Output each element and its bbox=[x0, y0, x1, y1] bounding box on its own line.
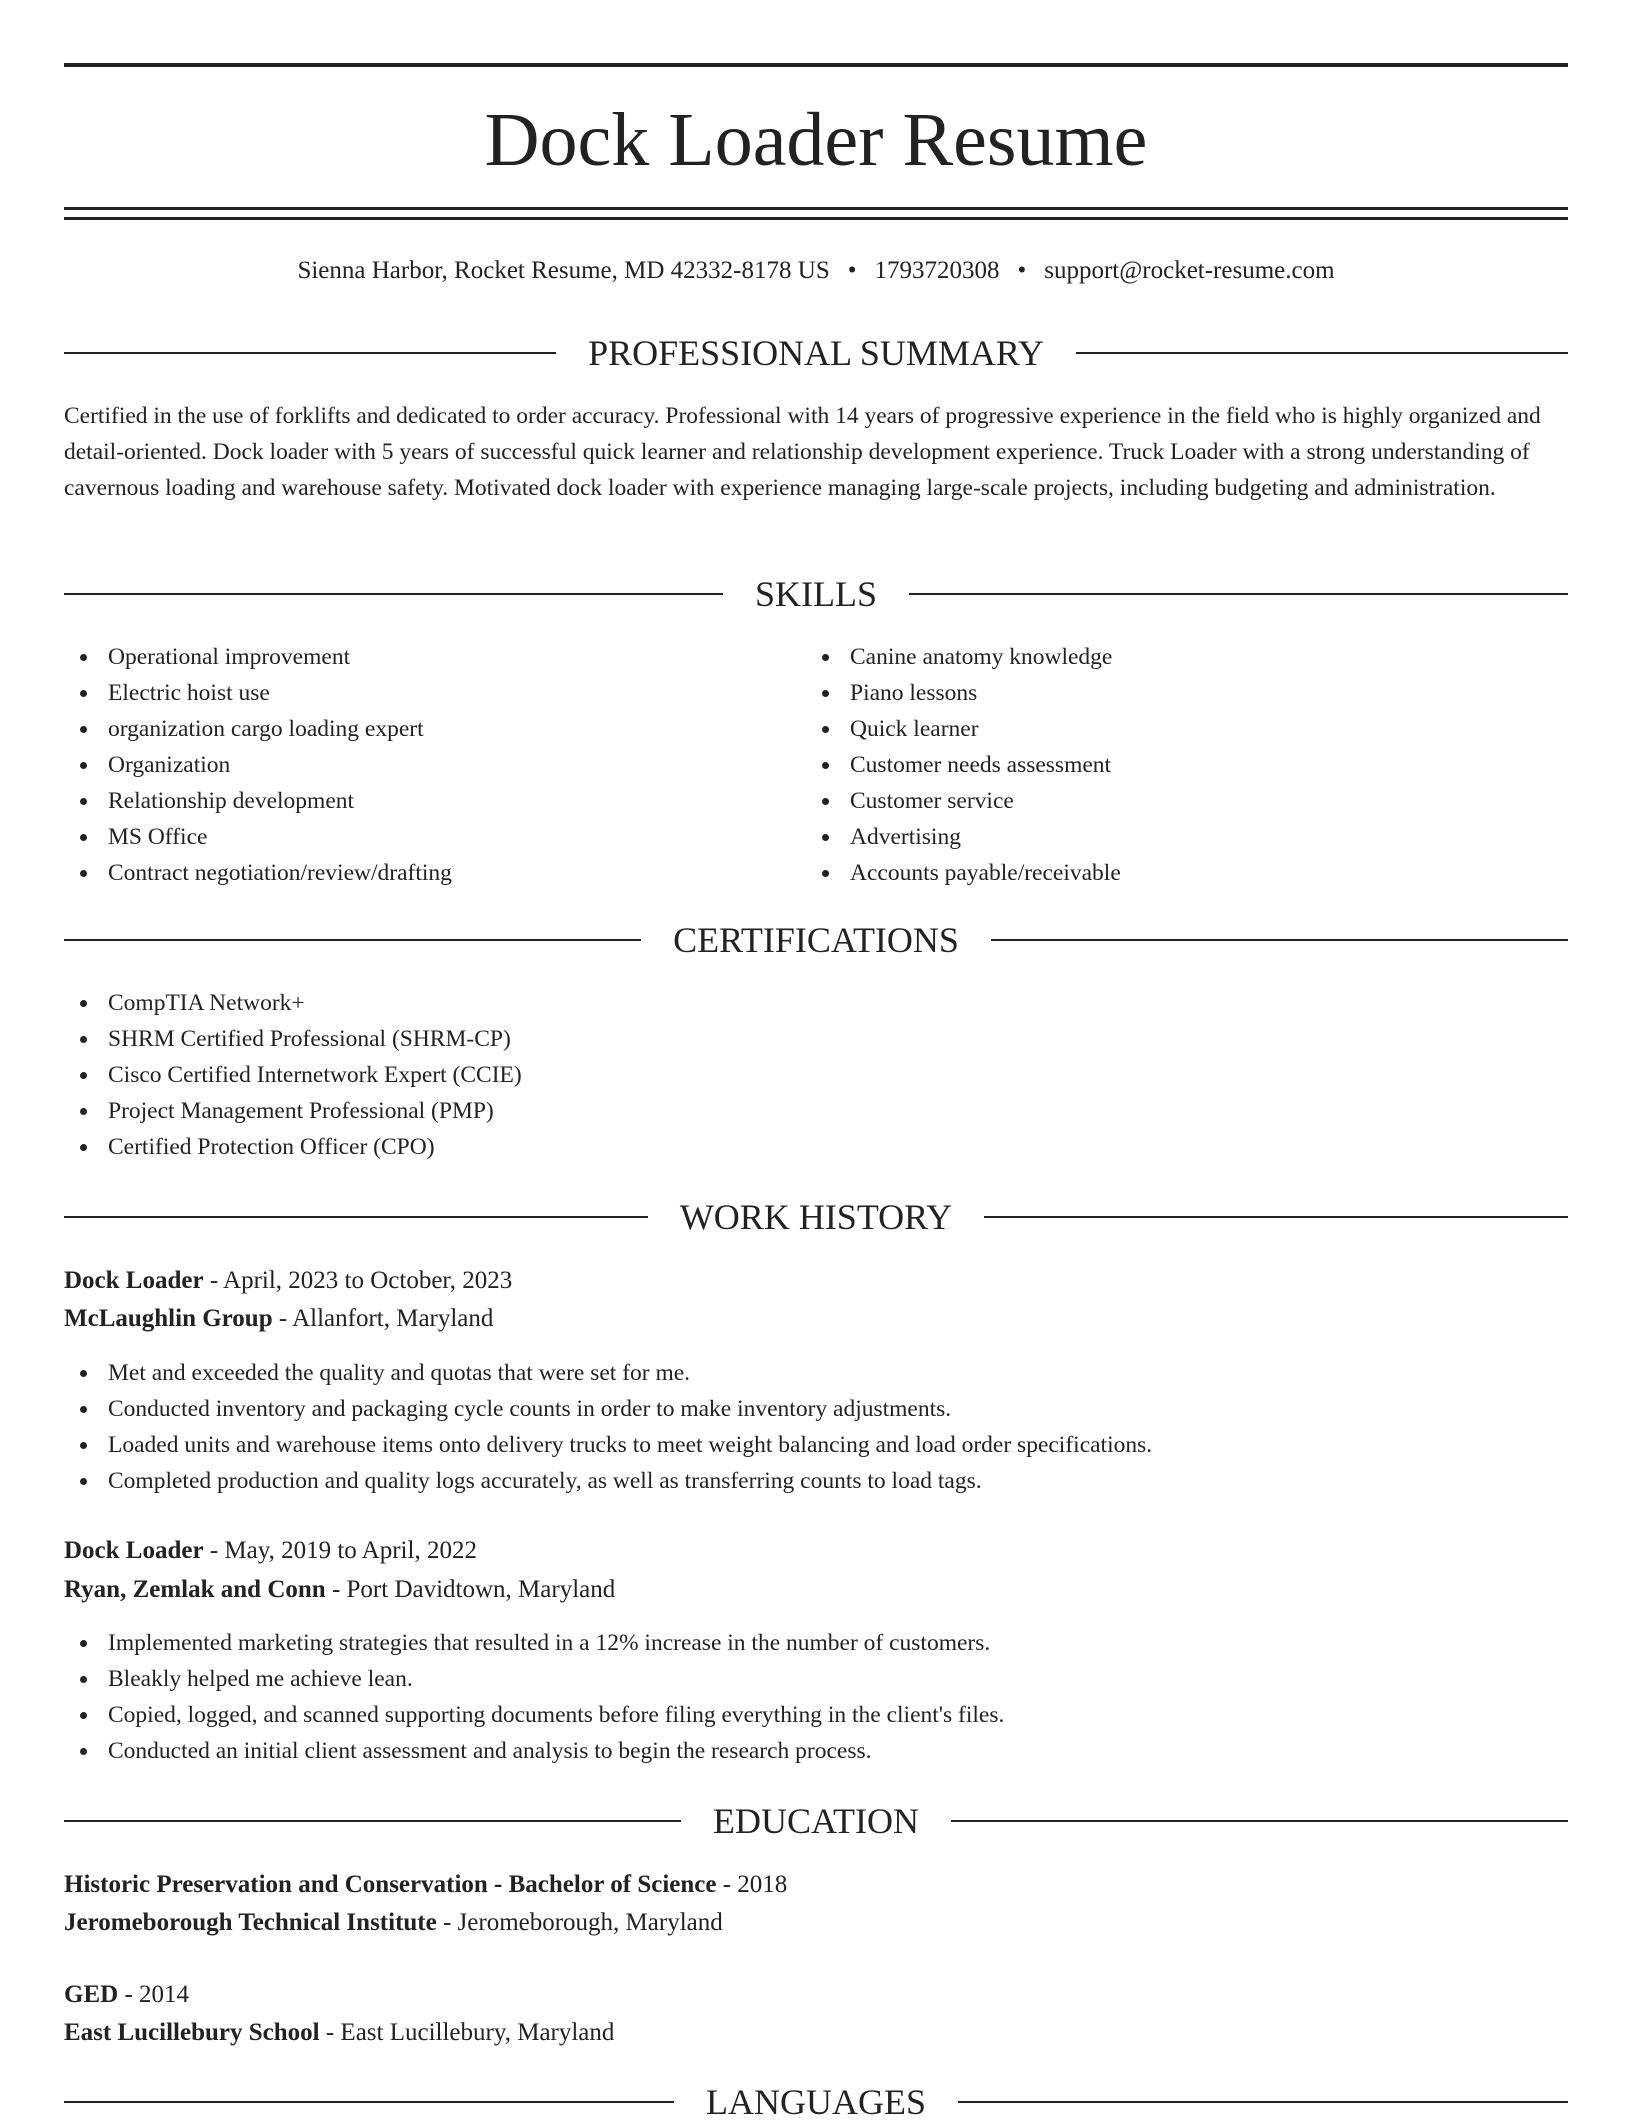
job-company-line bbox=[64, 1300, 1568, 1338]
education-degree-line bbox=[64, 1976, 1568, 2014]
job-title-line bbox=[64, 1532, 1568, 1570]
education-school-line bbox=[64, 2014, 1568, 2052]
resume-title: Dock Loader Resume bbox=[484, 98, 1148, 182]
education-school: Jeromeborough Technical Institute bbox=[64, 1909, 437, 1936]
job-duty-item: Copied, logged, and scanned supporting documents before filing everything in the client's files. bbox=[64, 1697, 1568, 1733]
section-heading-skills bbox=[64, 572, 1568, 616]
certification-item: Certified Protection Officer (CPO) bbox=[64, 1129, 1568, 1165]
job-location: - Allanfort, Maryland bbox=[272, 1305, 494, 1332]
job-dates: - April, 2023 to October, 2023 bbox=[203, 1267, 513, 1294]
job-title: Dock Loader bbox=[64, 1267, 204, 1294]
certification-item: Project Management Professional (PMP) bbox=[64, 1093, 1568, 1129]
heading-rule bbox=[991, 939, 1568, 941]
section-heading-work-history bbox=[64, 1195, 1568, 1239]
certification-item: Cisco Certified Internetwork Expert (CCIE) bbox=[64, 1057, 1568, 1093]
heading-rule bbox=[951, 1820, 1568, 1822]
certification-item: CompTIA Network+ bbox=[64, 985, 1568, 1021]
education-year: - 2018 bbox=[716, 1871, 788, 1898]
job-duty-item: Completed production and quality logs accurately, as well as transferring counts to load tags. bbox=[64, 1463, 1568, 1499]
title-double-rule bbox=[64, 207, 1568, 220]
contact-separator: • bbox=[1017, 257, 1027, 284]
contact-address: Sienna Harbor, Rocket Resume, MD 42332-8178 US bbox=[297, 257, 830, 284]
job-company-line bbox=[64, 1571, 1568, 1609]
job-duty-item: Conducted an initial client assessment and analysis to begin the research process. bbox=[64, 1733, 1568, 1769]
skill-item: Relationship development bbox=[64, 783, 804, 819]
certifications-list bbox=[64, 985, 1568, 1165]
heading-rule bbox=[909, 593, 1568, 595]
heading-rule bbox=[64, 352, 556, 354]
heading-rule bbox=[64, 1216, 648, 1218]
skill-item: Customer service bbox=[806, 783, 1546, 819]
education-year: - 2014 bbox=[118, 1981, 190, 2008]
skills-list-left bbox=[64, 639, 804, 891]
education-location: - Jeromeborough, Maryland bbox=[436, 1909, 723, 1936]
education-location: - East Lucillebury, Maryland bbox=[319, 2019, 615, 2046]
contact-separator: • bbox=[847, 257, 857, 284]
section-heading-label: PROFESSIONAL SUMMARY bbox=[588, 333, 1044, 373]
top-rule bbox=[64, 63, 1568, 67]
job-location: - Port Davidtown, Maryland bbox=[325, 1576, 616, 1603]
heading-rule bbox=[64, 593, 723, 595]
job-company: Ryan, Zemlak and Conn bbox=[64, 1576, 326, 1603]
section-heading-languages bbox=[64, 2080, 1568, 2124]
section-heading-label: WORK HISTORY bbox=[679, 1197, 953, 1237]
heading-rule bbox=[984, 1216, 1568, 1218]
job-company: McLaughlin Group bbox=[64, 1305, 273, 1332]
education-degree: GED bbox=[64, 1981, 119, 2008]
job-title-line bbox=[64, 1262, 1568, 1300]
skill-item: Operational improvement bbox=[64, 639, 804, 675]
skills-list-right bbox=[806, 639, 1546, 891]
job-duty-item: Conducted inventory and packaging cycle counts in order to make inventory adjustments. bbox=[64, 1391, 1568, 1427]
contact-email: support@rocket-resume.com bbox=[1044, 257, 1335, 284]
skill-item: Organization bbox=[64, 747, 804, 783]
heading-rule bbox=[64, 1820, 681, 1822]
skill-item: Advertising bbox=[806, 819, 1546, 855]
skill-item: Canine anatomy knowledge bbox=[806, 639, 1546, 675]
skill-item: Accounts payable/receivable bbox=[806, 855, 1546, 891]
job-duty-item: Bleakly helped me achieve lean. bbox=[64, 1661, 1568, 1697]
education-school-line bbox=[64, 1904, 1568, 1942]
section-heading-certifications bbox=[64, 918, 1568, 962]
skill-item: Customer needs assessment bbox=[806, 747, 1546, 783]
skill-item: organization cargo loading expert bbox=[64, 711, 804, 747]
section-heading-label: SKILLS bbox=[755, 574, 878, 614]
section-heading-label: LANGUAGES bbox=[706, 2082, 926, 2122]
professional-summary: Certified in the use of forklifts and dedicated to order accuracy. Professional with 14 years of progressive experience in the field who is highly organized and detail-oriented. Dock loader with 5 years of successful quick learner and relationship development experience. Truck Loader with a strong understanding of cavernous loading and warehouse safety. Motivated dock loader with experience managing large-scale projects, including budgeting and administration. bbox=[64, 403, 1541, 501]
education-degree: Historic Preservation and Conservation - Bachelor of Science bbox=[64, 1871, 717, 1898]
job-title: Dock Loader bbox=[64, 1537, 204, 1564]
section-heading-label: CERTIFICATIONS bbox=[673, 920, 959, 960]
skill-item: Contract negotiation/review/drafting bbox=[64, 855, 804, 891]
contact-phone: 1793720308 bbox=[874, 257, 1000, 284]
job-duties-list bbox=[64, 1355, 1568, 1499]
skill-item: MS Office bbox=[64, 819, 804, 855]
skill-item: Electric hoist use bbox=[64, 675, 804, 711]
heading-rule bbox=[1076, 352, 1568, 354]
section-heading-label: EDUCATION bbox=[713, 1801, 919, 1841]
education-school: East Lucillebury School bbox=[64, 2019, 320, 2046]
section-heading-education bbox=[64, 1799, 1568, 1843]
section-heading-summary bbox=[64, 331, 1568, 375]
heading-rule bbox=[64, 939, 641, 941]
job-duty-item: Met and exceeded the quality and quotas that were set for me. bbox=[64, 1355, 1568, 1391]
heading-rule bbox=[958, 2101, 1568, 2103]
job-duties-list bbox=[64, 1625, 1568, 1769]
skill-item: Quick learner bbox=[806, 711, 1546, 747]
job-duty-item: Implemented marketing strategies that resulted in a 12% increase in the number of customers. bbox=[64, 1625, 1568, 1661]
job-duty-item: Loaded units and warehouse items onto delivery trucks to meet weight balancing and load order specifications. bbox=[64, 1427, 1568, 1463]
certification-item: SHRM Certified Professional (SHRM-CP) bbox=[64, 1021, 1568, 1057]
contact-line bbox=[64, 253, 1568, 289]
skill-item: Piano lessons bbox=[806, 675, 1546, 711]
heading-rule bbox=[64, 2101, 674, 2103]
job-dates: - May, 2019 to April, 2022 bbox=[203, 1537, 477, 1564]
education-degree-line bbox=[64, 1866, 1568, 1904]
